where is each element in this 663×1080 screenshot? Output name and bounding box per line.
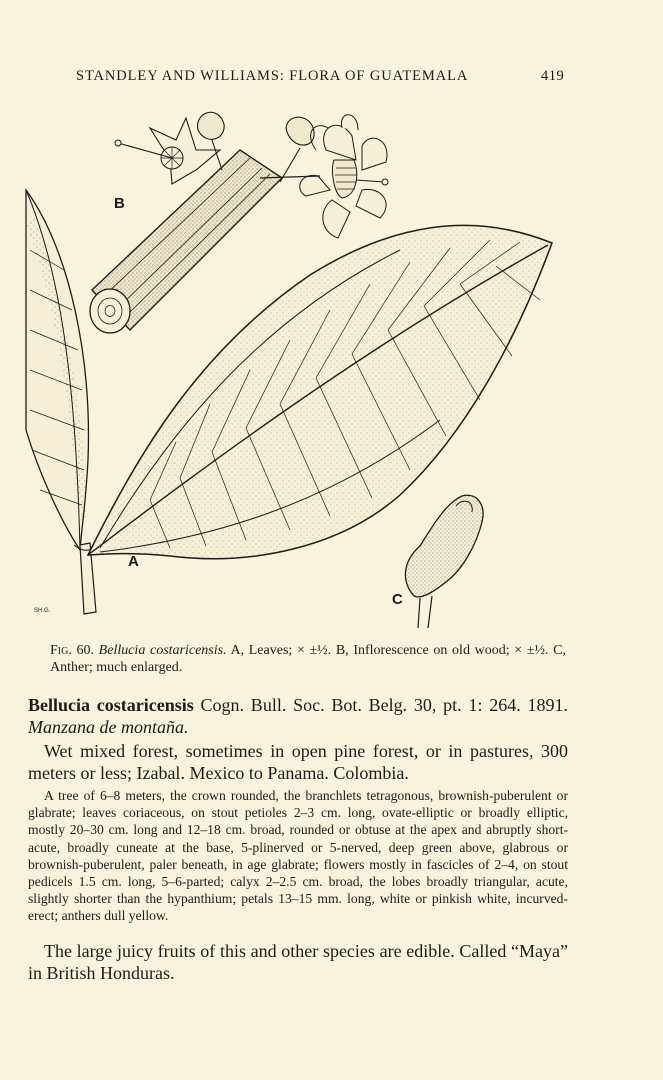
anther-detail	[405, 495, 483, 628]
species-citation: Cogn. Bull. Soc. Bot. Belg. 30, pt. 1: 264. 1891.	[200, 695, 568, 715]
running-head	[0, 64, 663, 88]
panel-label-a: A	[128, 553, 139, 570]
caption-species: Bellucia costaricensis.	[98, 643, 227, 658]
description-paragraph: A tree of 6–8 meters, the crown rounded, the branchlets tetragonous, brownish-puberulent or glabrate; leaves coriaceous, on stout petioles 2–3 cm. long, ovate-elliptic or broadly elliptic, mostly 20–30 cm. long and 12–18 cm. broad, rounded or obtuse at the apex and abruptly short-acute, broadly cuneate at the base, 5-plinerved or 5-nerved, deep green above, glabrous or brownish-puberulent, paler beneath, in age glabrate; flowers mostly in fascicles of 2–4, on stout pedicels 1.5 cm. long, 5–6-parted; calyx 2–2.5 cm. broad, the lobes broadly triangular, acute, slightly shorter than the hypanthium; petals 13–15 mm. long, white or pinkish white, incurved-erect; anthers dull yellow.	[28, 788, 568, 924]
page-number: 419	[541, 68, 565, 84]
common-name: Manzana de montaña.	[28, 717, 189, 737]
panel-label-b: B	[114, 195, 125, 212]
species-name: Bellucia costaricensis	[28, 695, 194, 715]
panel-label-c: C	[392, 591, 403, 608]
botanical-illustration	[0, 95, 663, 630]
running-title: STANDLEY AND WILLIAMS: FLORA OF GUATEMALA	[76, 68, 469, 84]
caption-text: A, Leaves; × ±½. B, Inflorescence on old wood; × ±½. C, Anther; much enlarged.	[50, 643, 566, 675]
illustration-svg	[0, 95, 663, 630]
notes-paragraph: The large juicy fruits of this and other species are edible. Called “Maya” in British Honduras.	[28, 941, 568, 983]
species-heading	[28, 694, 568, 738]
figure-number: Fig. 60.	[50, 643, 94, 658]
artist-initials: SH.G.	[34, 608, 51, 614]
partial-leaf	[26, 190, 88, 550]
figure-caption	[50, 642, 566, 676]
habitat-paragraph: Wet mixed forest, sometimes in open pine forest, or in pastures, 300 meters or less; Izabal. Mexico to Panama. Colombia.	[28, 741, 568, 783]
